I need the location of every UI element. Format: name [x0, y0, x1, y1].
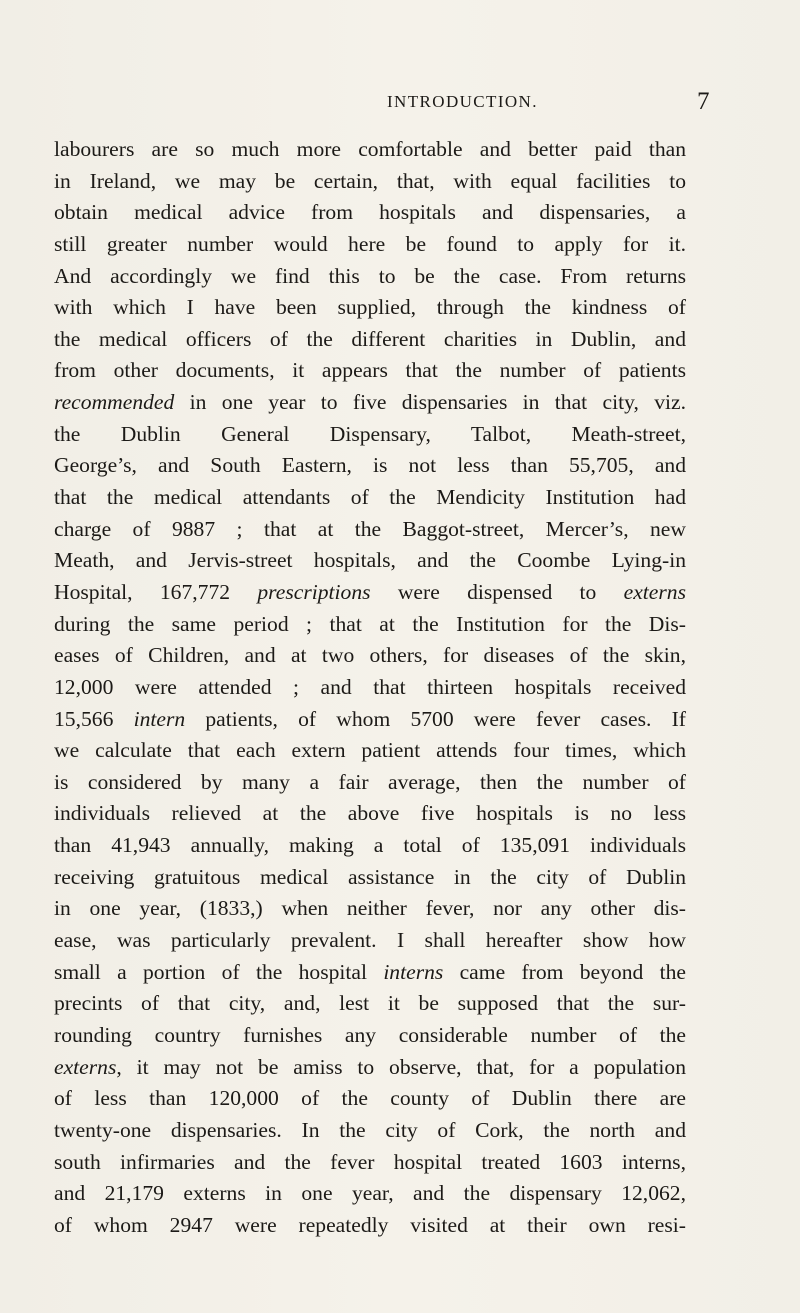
italic-term: externs [54, 1054, 117, 1079]
running-head-title: INTRODUCTION. [387, 92, 538, 111]
text-line [54, 704, 686, 736]
text-line [54, 387, 686, 419]
italic-term: interns [383, 959, 444, 984]
text-line: is considered by many a fair average, then the number of [54, 769, 686, 794]
text-line: the medical officers of the different charities in Dublin, and [54, 326, 686, 351]
italic-term: intern [133, 706, 186, 731]
text-line: twenty-one dispensaries. In the city of Cork, the north and [54, 1117, 686, 1142]
text-line: precints of that city, and, lest it be supposed that the sur- [54, 991, 686, 1016]
line-segment: Hospital, 167,772 [54, 579, 258, 604]
text-line: rounding country furnishes any considerable number of the [54, 1022, 686, 1047]
running-head [0, 88, 800, 118]
text-line: south infirmaries and the fever hospital treated 1603 interns, [54, 1149, 686, 1174]
italic-term: prescriptions [257, 579, 371, 604]
line-segment: 15,566 [54, 706, 134, 731]
body-paragraph [54, 134, 686, 1241]
text-line: still greater number would here be found to apply for it. [54, 231, 686, 256]
italic-term: recommended [54, 390, 175, 415]
line-segment: patients, of whom 5700 were fever cases. If [185, 706, 687, 731]
text-line [54, 577, 686, 609]
text-line: the Dublin General Dispensary, Talbot, Meath-street, [54, 421, 686, 446]
text-line: of less than 120,000 of the county of Dublin there are [54, 1086, 686, 1111]
text-line: 12,000 were attended ; and that thirteen hospitals received [54, 674, 686, 699]
text-line [54, 957, 686, 989]
text-line: receiving gratuitous medical assistance in the city of Dublin [54, 864, 686, 889]
italic-term: externs [623, 579, 686, 604]
text-line: than 41,943 annually, making a total of 135,091 individuals [54, 833, 686, 858]
text-line: from other documents, it appears that the number of patients [54, 358, 686, 383]
text-line: individuals relieved at the above five hospitals is no less [54, 801, 686, 826]
text-line: in one year, (1833,) when neither fever, nor any other dis- [54, 896, 686, 921]
text-line: ease, was particularly prevalent. I shall hereafter show how [54, 928, 686, 953]
text-line: George’s, and South Eastern, is not less than 55,705, and [54, 453, 686, 478]
text-line: charge of 9887 ; that at the Baggot-street, Mercer’s, new [54, 516, 686, 541]
text-line: we calculate that each extern patient attends four times, which [54, 738, 686, 763]
text-line: during the same period ; that at the Institution for the Dis- [54, 611, 686, 636]
text-line: with which I have been supplied, through the kindness of [54, 295, 686, 320]
text-line: of whom 2947 were repeatedly visited at their own resi- [54, 1212, 686, 1237]
text-line: labourers are so much more comfortable and better paid than [54, 137, 686, 161]
line-segment: in one year to five dispensaries in that city, viz. [174, 390, 686, 415]
text-line: Meath, and Jervis-street hospitals, and the Coombe Lying-in [54, 548, 686, 573]
text-line: eases of Children, and at two others, for diseases of the skin, [54, 643, 686, 668]
text-line: And accordingly we find this to be the case. From returns [54, 263, 686, 288]
line-segment: came from beyond the [443, 959, 686, 984]
line-segment: , it may not be amiss to observe, that, for a population [116, 1054, 686, 1079]
text-line: that the medical attendants of the Mendicity Institution had [54, 485, 686, 510]
line-segment: small a portion of the hospital [54, 959, 384, 984]
text-line [54, 1052, 686, 1084]
text-line: in Ireland, we may be certain, that, with equal facilities to [54, 168, 686, 193]
text-line: obtain medical advice from hospitals and dispensaries, a [54, 200, 686, 225]
page-number: 7 [697, 88, 710, 115]
text-line: and 21,179 externs in one year, and the dispensary 12,062, [54, 1181, 686, 1206]
line-segment: were dispensed to [370, 579, 624, 604]
